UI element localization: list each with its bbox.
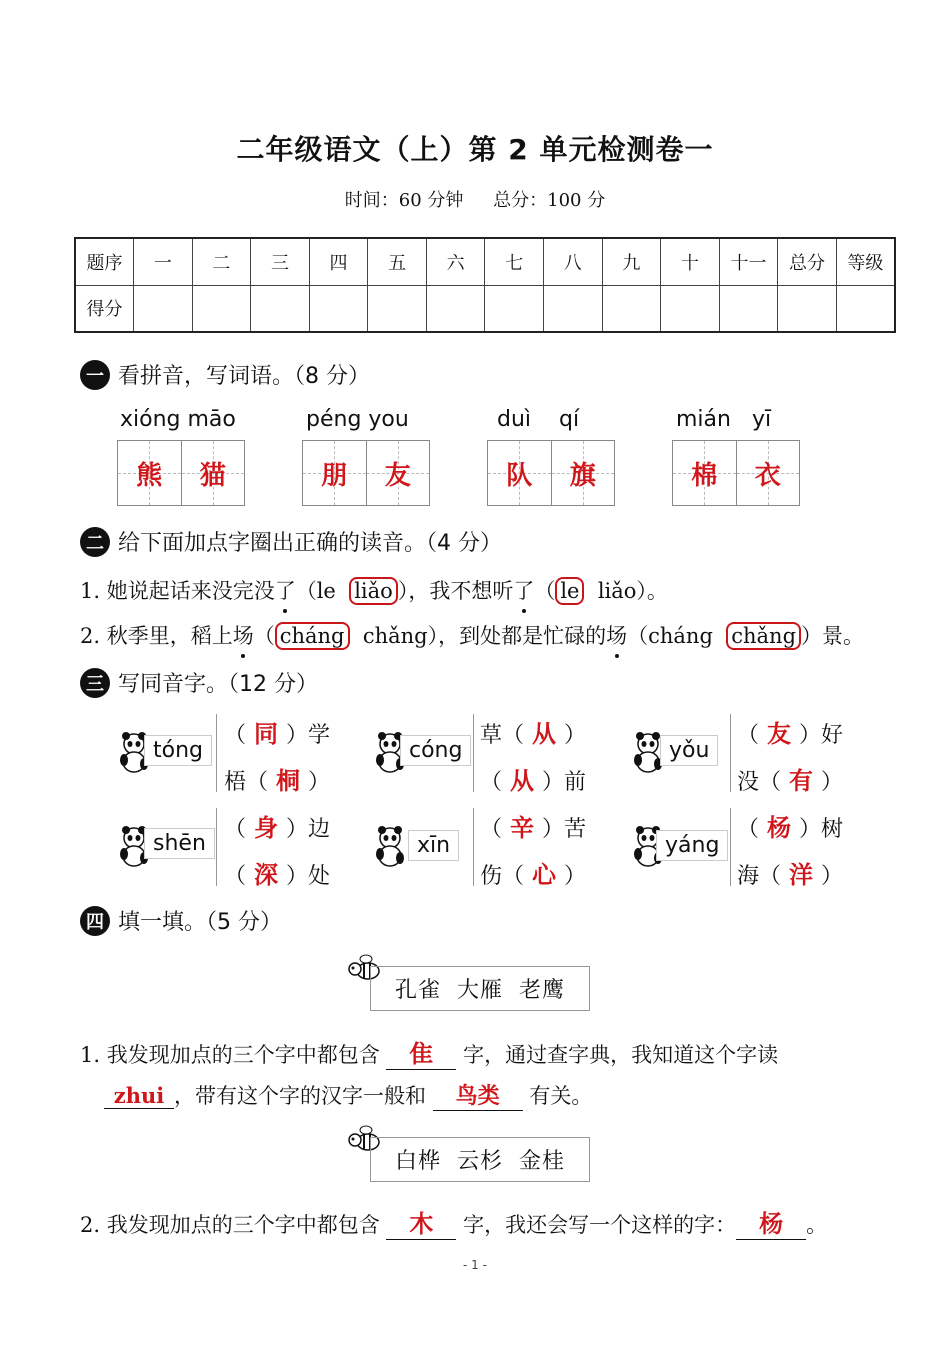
answer-cell[interactable]: [303, 441, 367, 505]
answer-char: 棉: [691, 460, 718, 491]
answer[interactable]: 杨: [767, 814, 792, 842]
col-header: 二: [192, 238, 251, 285]
pinyin-box: shēn: [144, 828, 215, 859]
question-text: 1. 我发现加点的三个字中都包含: [80, 1043, 380, 1067]
question-text: （: [534, 579, 556, 603]
col-header: 总分: [778, 238, 837, 285]
question-4-1-line2: [104, 1079, 592, 1111]
pinyin: duì qí: [497, 407, 580, 432]
question-text: 2. 秋季里，稻上: [80, 624, 233, 648]
section-number-badge: 二: [80, 527, 110, 557]
brace: [473, 808, 474, 886]
circled-answer[interactable]: chǎng: [726, 622, 801, 650]
col-header: 一: [134, 238, 193, 285]
answer[interactable]: 同: [254, 720, 279, 748]
answer-cell[interactable]: [118, 441, 182, 505]
answer-char: 熊: [136, 460, 163, 491]
tianzige-box: [117, 440, 245, 506]
pinyin-box: tóng: [144, 735, 212, 766]
question-text: ），我不想听: [397, 579, 514, 603]
col-header: 九: [602, 238, 661, 285]
answer-blank[interactable]: 隹: [386, 1034, 456, 1070]
text: 梧（: [224, 770, 269, 795]
score-cell[interactable]: [836, 285, 895, 332]
score-cell[interactable]: [778, 285, 837, 332]
col-header: 十一: [719, 238, 778, 285]
col-header: 十: [661, 238, 720, 285]
section-number-badge: 一: [80, 360, 110, 390]
card-word: 老鹰: [519, 978, 566, 1003]
circled-answer[interactable]: le: [555, 577, 584, 605]
score-table-header-row: [75, 238, 895, 285]
question-2-1: [80, 575, 668, 605]
word-line: [737, 714, 843, 749]
text: 草（: [480, 723, 525, 748]
score-cell[interactable]: [192, 285, 251, 332]
text: ）好: [799, 723, 844, 748]
col-header: 等级: [836, 238, 895, 285]
word-line: [224, 714, 330, 749]
text: （: [737, 723, 760, 748]
answer[interactable]: 心: [532, 861, 557, 889]
word-line: [224, 808, 330, 843]
pinyin-box: yǒu: [660, 735, 718, 766]
col-header: 三: [251, 238, 310, 285]
panda-icon: [370, 824, 410, 868]
question-text: 字，通过查字典，我知道这个字读: [463, 1043, 779, 1067]
answer-char: 猫: [199, 460, 226, 491]
col-header: 六: [426, 238, 485, 285]
section-title: 看拼音，写词语。（8 分）: [118, 364, 370, 389]
card-word: 白桦: [395, 1149, 442, 1174]
tianzige-box: [672, 440, 800, 506]
text: ）前: [542, 770, 587, 795]
answer-cell[interactable]: [182, 441, 245, 505]
pinyin-box: yáng: [656, 830, 728, 861]
brace: [216, 714, 217, 792]
answer-blank[interactable]: 木: [386, 1204, 456, 1240]
question-text: 2. 我发现加点的三个字中都包含: [80, 1213, 380, 1237]
section-title: 给下面加点字圈出正确的读音。（4 分）: [118, 531, 502, 556]
question-4-2: [80, 1204, 827, 1240]
section-number-badge: 三: [80, 668, 110, 698]
score-cell[interactable]: [426, 285, 485, 332]
answer[interactable]: 友: [767, 720, 792, 748]
answer-char: 队: [506, 460, 533, 491]
question-text: 1. 她说起话来没完没: [80, 579, 275, 603]
question-text: liǎo）。: [584, 579, 668, 603]
brace: [730, 714, 731, 792]
text: （: [480, 770, 503, 795]
answer-char: 友: [384, 460, 411, 491]
answer[interactable]: 从: [510, 767, 535, 795]
question-text: ，带有这个字的汉字一般和: [174, 1084, 426, 1108]
question-4-1-line1: [80, 1034, 778, 1070]
brace: [730, 808, 731, 886]
dotted-char: 了: [513, 575, 534, 605]
text: ）苦: [542, 817, 587, 842]
text: （: [737, 817, 760, 842]
text: ）: [564, 723, 587, 748]
circled-answer[interactable]: cháng: [275, 622, 350, 650]
text: （: [224, 864, 247, 889]
word-line: [480, 761, 586, 796]
dotted-char: 了: [275, 575, 296, 605]
text: （: [224, 723, 247, 748]
exam-info: [0, 186, 950, 212]
question-text: ）景。: [801, 624, 865, 648]
pinyin-box: cóng: [400, 735, 471, 766]
circled-answer[interactable]: liǎo: [349, 577, 398, 605]
score-cell[interactable]: [309, 285, 368, 332]
col-header: 五: [368, 238, 427, 285]
answer-char: 旗: [569, 460, 596, 491]
row-label: 得分: [75, 285, 134, 332]
dotted-char: 场: [606, 620, 627, 650]
brace: [473, 714, 474, 792]
page-title: 二年级语文（上）第 2 单元检测卷一: [236, 133, 714, 166]
score-cell[interactable]: [134, 285, 193, 332]
score-table: [74, 237, 896, 333]
answer[interactable]: 洋: [789, 861, 814, 889]
answer-cell[interactable]: [673, 441, 737, 505]
section-4-heading: [80, 905, 282, 936]
question-text: 有关。: [529, 1084, 593, 1108]
tianzige-box: [302, 440, 430, 506]
tianzige-box: [487, 440, 615, 506]
section-2-heading: [80, 526, 502, 557]
answer[interactable]: 桐: [276, 767, 301, 795]
row-label: 题序: [75, 238, 134, 285]
card-word: 孔雀: [395, 978, 442, 1003]
text: ）树: [799, 817, 844, 842]
text: ）处: [286, 864, 331, 889]
word-line: [224, 761, 330, 796]
word-card: [370, 966, 590, 1011]
answer-cell[interactable]: [488, 441, 552, 505]
text: 伤（: [480, 864, 525, 889]
score-cell[interactable]: [251, 285, 310, 332]
exam-time: 时间：60 分钟: [344, 190, 464, 211]
text: 海（: [737, 864, 782, 889]
answer[interactable]: 深: [254, 861, 279, 889]
score-cell[interactable]: [368, 285, 427, 332]
word-card: [370, 1137, 590, 1182]
answer-cell[interactable]: [367, 441, 430, 505]
section-title: 写同音字。（12 分）: [118, 672, 318, 697]
pinyin: péng you: [306, 407, 409, 432]
text: ）: [821, 864, 844, 889]
question-2-2: [80, 620, 864, 650]
answer-blank[interactable]: 杨: [736, 1204, 806, 1240]
text: （: [480, 817, 503, 842]
answer-blank[interactable]: zhui: [104, 1083, 174, 1109]
answer-char: 衣: [754, 460, 781, 491]
pinyin: xióng māo: [120, 407, 236, 432]
answer-cell[interactable]: [552, 441, 615, 505]
word-line: [480, 808, 586, 843]
answer-blank[interactable]: 鸟类: [433, 1079, 523, 1111]
score-cell[interactable]: [719, 285, 778, 332]
word-line: [480, 714, 586, 749]
card-word: 金桂: [519, 1149, 566, 1174]
question-text: 字，我还会写一个这样的字：: [463, 1213, 737, 1237]
text: ）: [308, 770, 331, 795]
pinyin: mián yī: [676, 407, 772, 432]
page-number: - 1 -: [463, 1258, 487, 1272]
text: ）: [821, 770, 844, 795]
text: （: [224, 817, 247, 842]
exam-total: 总分：100 分: [493, 190, 606, 211]
answer[interactable]: 有: [789, 767, 814, 795]
score-table-score-row: [75, 285, 895, 332]
word-line: [224, 855, 330, 890]
section-1-heading: [80, 359, 370, 390]
section-3-heading: [80, 667, 318, 698]
score-cell[interactable]: [661, 285, 720, 332]
score-cell[interactable]: [485, 285, 544, 332]
card-word: 云杉: [457, 1149, 504, 1174]
col-header: 八: [544, 238, 603, 285]
question-text: chǎng），到处都是忙碌的: [349, 624, 607, 648]
score-cell[interactable]: [602, 285, 661, 332]
word-line: [737, 855, 843, 890]
col-header: 七: [485, 238, 544, 285]
text: ）边: [286, 817, 331, 842]
word-line: [737, 761, 843, 796]
question-text: （le: [295, 579, 350, 603]
word-line: [737, 808, 843, 843]
text: 没（: [737, 770, 782, 795]
answer[interactable]: 从: [532, 720, 557, 748]
dotted-char: 场: [233, 620, 254, 650]
section-title: 填一填。（5 分）: [118, 910, 282, 935]
question-text: （cháng: [627, 624, 727, 648]
score-cell[interactable]: [544, 285, 603, 332]
brace: [216, 808, 217, 886]
text: ）: [564, 864, 587, 889]
col-header: 四: [309, 238, 368, 285]
question-text: （: [253, 624, 275, 648]
answer-cell[interactable]: [737, 441, 800, 505]
answer-char: 朋: [321, 460, 348, 491]
text: ）学: [286, 723, 331, 748]
answer[interactable]: 辛: [510, 814, 535, 842]
question-text: 。: [806, 1213, 828, 1237]
card-word: 大雁: [457, 978, 504, 1003]
section-number-badge: 四: [80, 906, 110, 936]
pinyin-box: xīn: [408, 830, 459, 861]
answer[interactable]: 身: [254, 814, 279, 842]
word-line: [480, 855, 586, 890]
